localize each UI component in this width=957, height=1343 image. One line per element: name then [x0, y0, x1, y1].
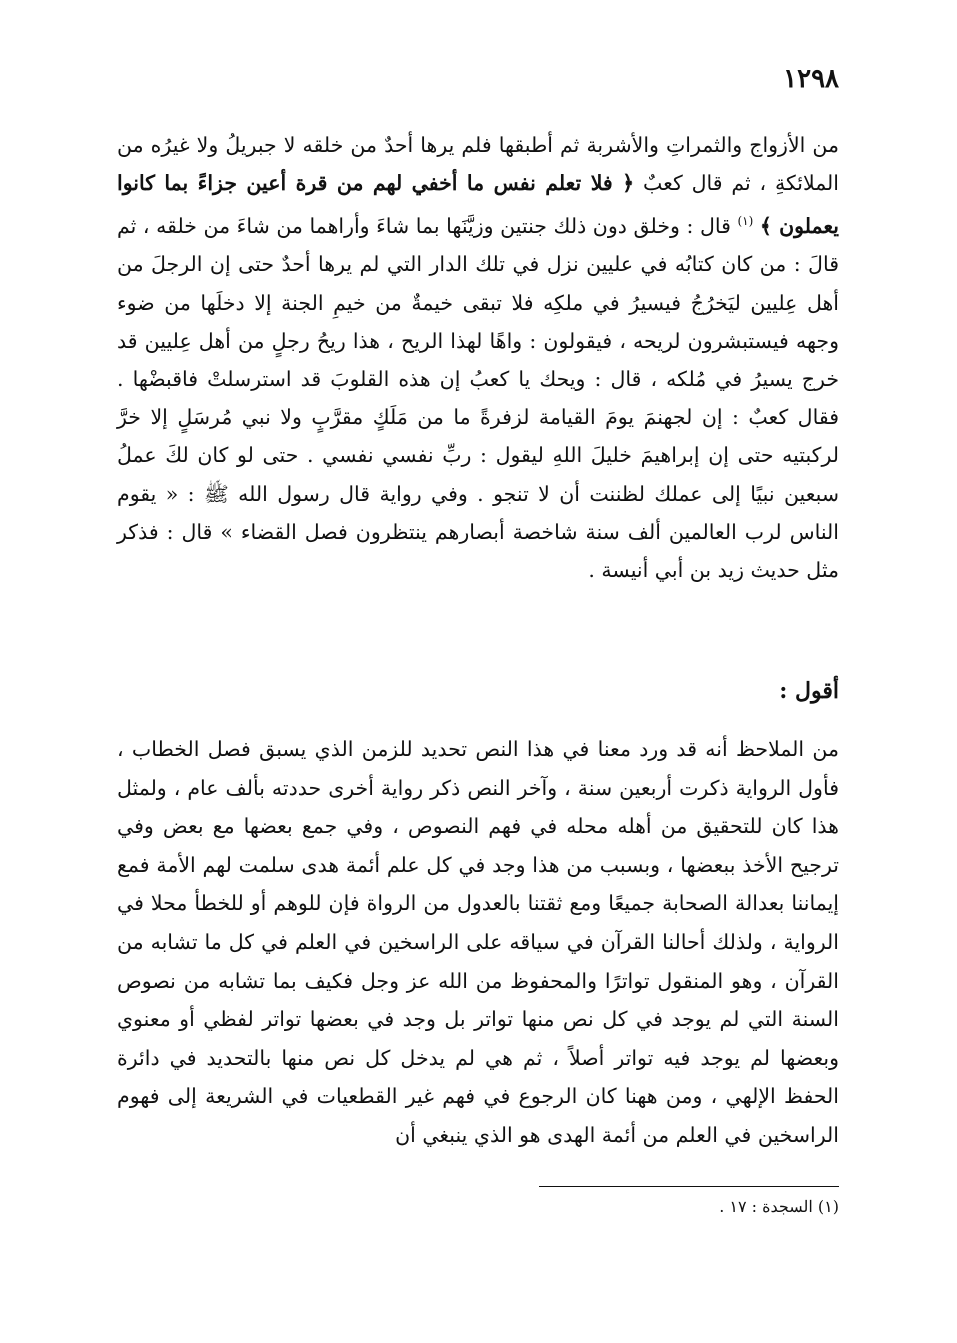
footnote-divider [539, 1186, 839, 1187]
paragraph-2: من الملاحظ أنه قد ورد معنا في هذا النص تحديد للزمن الذي يسبق فصل الخطاب ، فأول الرواية ذكرت أربعين سنة ، وآخر النص ذكر رواية أخرى حددته بألف عام ، ولمثل هذا كان للتحقيق من أهله محله في فهم النصوص ، وفي جمع بعضها مع بعض وفي ترجيح الأخذ ببعضها ، وبسبب من هذا وجد في كل علم أئمة هدى سلمت لهم الأمة فمع إيماننا بعدالة الصحابة جميعًا ومع ثقتنا بالعدول من الرواة فإن للوهم أو للخطأ محلا في الرواية ، ولذلك أحالنا القرآن في سياقه على الراسخين في العلم في كل ما تشابه من القرآن ، وهو المنقول تواترًا والمحفوظ من الله عز وجل فكيف بما تشابه من نصوص السنة التي لم يوجد في كل نص منها تواتر بل وجد في بعضها تواتر لفظي أو معنوي وبعضها لم يوجد فيه تواتر أصلاً ، ثم هي لم يدخل كل نص منها بالتحديد في دائرة الحفظ الإلهي ، ومن ههنا كان الرجوع في فهم غير القطعيات في الشريعة إلى فهوم الراسخين في العلم من أئمة الهدى هو الذي ينبغي أن [117, 737, 839, 1147]
paragraph-1-part-1: من الأزواج والثمراتِ والأشربة ثم أطبقها فلم يرها أحدٌ من خلقه لا جبريلُ ولا غيرُه من الملائكةِ ، ثم قال كعبٌ [117, 133, 839, 196]
footnote: (١) السجدة : ١٧ . [719, 1197, 839, 1216]
paragraph-1 [117, 126, 839, 589]
paragraph-1-part-2: قال : وخلق دون ذلك جنتين وزيَّنَها بما شاءَ وأراهما من شاءَ من خلقه ، ثم قالَ : من كان كتابُه في عليين نزل في تلك الدار التي لم يرها أحدٌ حتى إن الرجلَ من أهل عِليين ليَخرُجُ فيسيرُ في ملكِه فلا تبقى خيمةٌ من خيمِ الجنة إلا دخلَها من ضوء وجهه فيستبشرون لريحه ، فيقولون : واهًا لهذا الريح ، هذا ريحُ رجلٍ من أهل عِليين قد خرج يسيرُ في مُلكه ، قال : ويحك يا كعبُ إن هذه القلوبَ قد استرسلتْ فاقبضْها . فقال كعبٌ : إن لجهنمَ يومَ القيامة لزفرةً ما من مَلَكٍ مقرَّبٍ ولا نبي مُرسَلٍ إلا خرَّ لركبتيه حتى إن إبراهيمَ خليلَ اللهِ ليقول : ربِّ نفسي نفسي . حتى لو كان لكَ عملُ سبعين نبيًا إلى عملك لظننت أن لا تنجو . وفي رواية قال رسول الله ﷺ : « يقوم الناس لرب العالمين ألف سنة شاخصة أبصارهم ينتظرون فصل القضاء » قال : فذكر مثل حديث زيد بن أبي أنيسة . [117, 214, 839, 583]
footnote-reference[interactable]: (١) [737, 214, 754, 229]
section-heading: أقول : [779, 678, 839, 704]
commentary-text-block [117, 730, 839, 1155]
main-text-block [117, 126, 839, 589]
page-number: ١٢٩٨ [783, 64, 839, 94]
quran-verse: ﴿ فلا تعلم نفس ما أخفي لهم من قرة أعين جزاءً بما كانوا يعملون ﴾ [117, 171, 839, 239]
